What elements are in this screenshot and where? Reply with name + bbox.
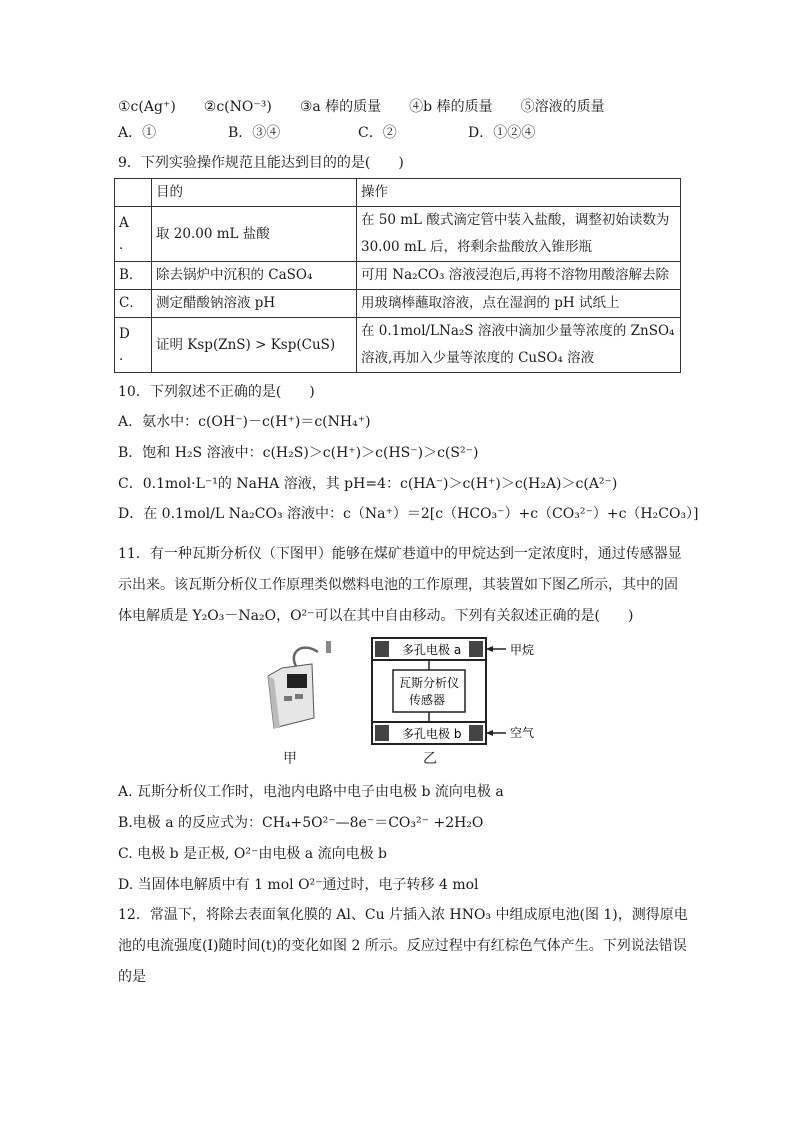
air-label: 空气 (510, 726, 535, 740)
q12-line2: 池的电流强度(I)随时间(t)的变化如图 2 所示。反应过程中有红棕色气体产生。下列说法错误 (118, 938, 687, 954)
table-row (115, 207, 681, 262)
row-purpose: 除去锅炉中沉积的 CaSO₄ (152, 262, 357, 290)
row-label: A ． (115, 207, 152, 262)
row-operation: 用玻璃棒蘸取溶液，点在湿润的 pH 试纸上 (357, 290, 681, 318)
row-operation: 在 0.1mol/LNa₂S 溶液中滴加少量等浓度的 ZnSO₄ 溶液,再加入少量等浓度的 CuSO₄ 溶液 (357, 318, 681, 373)
row-label: B． (115, 262, 152, 290)
table-row (115, 262, 681, 290)
sensor-label-line1: 瓦斯分析仪 (399, 676, 460, 690)
q11-option-c: C. 电极 b 是正极, O²⁻由电极 a 流向电极 b (118, 846, 388, 862)
q11-stem-line3: 体电解质是 Y₂O₃－Na₂O，O²⁻可以在其中自由移动。下列有关叙述正确的是( ) (118, 608, 634, 624)
row-label: C． (115, 290, 152, 318)
row-purpose: 证明 Ksp(ZnS) > Ksp(CuS) (152, 318, 357, 373)
row-operation: 在 50 mL 酸式滴定管中装入盐酸，调整初始读数为30.00 mL 后，将剩余盐酸放入锥形瓶 (357, 207, 681, 262)
gas-analyzer-device-illustration (268, 641, 331, 728)
q11-option-d: D. 当固体电解质中有 1 mol O²⁻通过时，电子转移 4 mol (118, 877, 479, 893)
q10-stem: 10．下列叙述不正确的是( ) (118, 384, 315, 400)
q8-options (118, 122, 678, 142)
q9-stem: 9．下列实验操作规范且能达到目的的是( ) (118, 155, 404, 171)
electrode-a-label: 多孔电极 a (402, 643, 462, 657)
row-purpose: 测定醋酸钠溶液 pH (152, 290, 357, 318)
figure-caption-jia: 甲 (283, 751, 297, 767)
q8-option-c: C．② (358, 125, 397, 141)
q11-stem-line1: 11．有一种瓦斯分析仪（下图甲）能够在煤矿巷道中的甲烷达到一定浓度时，通过传感器显 (118, 546, 682, 562)
q10-option-a: A．氨水中：c(OH⁻)－c(H⁺)＝c(NH₄⁺) (118, 414, 371, 430)
gas-analyzer-figure (256, 636, 556, 771)
sensor-label-line2: 传感器 (409, 693, 446, 707)
table-row (115, 290, 681, 318)
q10-option-c: C．0.1mol·L⁻¹的 NaHA 溶液，其 pH=4：c(HA⁻)＞c(H⁺)＞c(H₂A)＞c(A²⁻) (118, 476, 618, 492)
methane-label: 甲烷 (510, 643, 535, 657)
q12-line3: 的是 (118, 969, 146, 985)
table-header-cell: 操作 (357, 179, 681, 207)
q10-option-b: B．饱和 H₂S 溶液中：c(H₂S)＞c(H⁺)＞c(HS⁻)＞c(S²⁻) (118, 445, 479, 461)
row-operation: 可用 Na₂CO₃ 溶液浸泡后,再将不溶物用酸溶解去除 (357, 262, 681, 290)
electrode-b-label: 多孔电极 b (402, 727, 462, 741)
table-row (115, 318, 681, 373)
q10-option-d: D．在 0.1mol/L Na₂CO₃ 溶液中：c（Na⁺）＝2[c（HCO₃⁻）+c（CO₃²⁻）+c（H₂CO₃）] (118, 506, 699, 522)
row-purpose: 取 20.00 mL 盐酸 (152, 207, 357, 262)
q8-option-a: A．① (118, 125, 157, 141)
q11-option-a: A. 瓦斯分析仪工作时，电池内电路中电子由电极 b 流向电极 a (118, 784, 504, 800)
table-header-row (115, 179, 681, 207)
q8-option-b: B．③④ (228, 125, 281, 141)
table-header-cell: 目的 (152, 179, 357, 207)
q11-stem-line2: 示出来。该瓦斯分析仪工作原理类似燃料电池的工作原理，其装置如下图乙所示，其中的固 (118, 577, 678, 593)
table-header-cell (115, 179, 152, 207)
q12-line1: 12．常温下，将除去表面氧化膜的 Al、Cu 片插入浓 HNO₃ 中组成原电池(图 1)，测得原电 (118, 907, 688, 923)
q11-option-b: B.电极 a 的反应式为：CH₄+5O²⁻—8e⁻＝CO₃²⁻ +2H₂O (118, 815, 484, 831)
q8-option-d: D．①②④ (468, 125, 536, 141)
figure-caption-yi: 乙 (423, 751, 437, 767)
q9-table (114, 178, 681, 373)
q8-items: ①c(Ag⁺) ②c(NO⁻³) ③a 棒的质量 ④b 棒的质量 ⑤溶液的质量 (118, 99, 605, 115)
row-label: D ． (115, 318, 152, 373)
